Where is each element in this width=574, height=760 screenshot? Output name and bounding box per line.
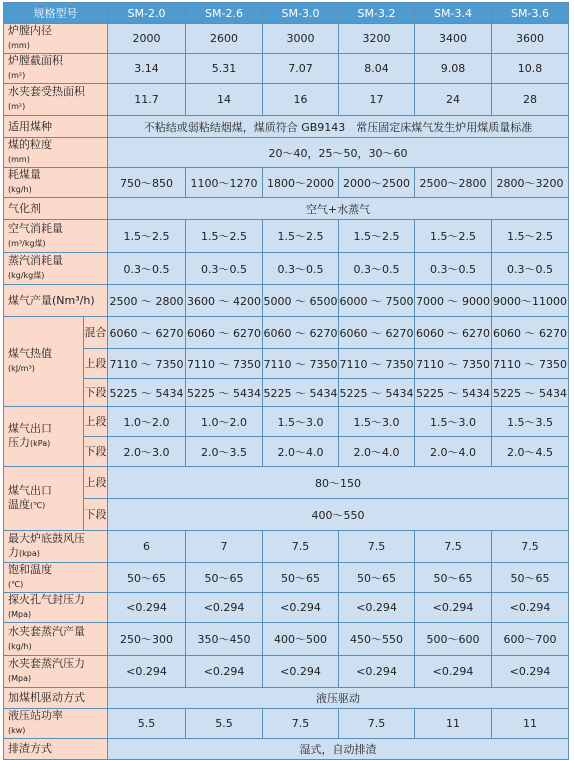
header-model-4: SM-3.2 [339, 3, 415, 24]
value-cell: 50～65 [415, 563, 492, 593]
value-cell: 7110 ～ 7350 [492, 349, 569, 379]
value-cell: 0.3～0.5 [339, 253, 415, 285]
value-cell: 1.5～3.0 [339, 407, 415, 437]
row-label-heat_value [4, 317, 84, 407]
value-cell: 3000 [263, 24, 339, 54]
value-cell: 10.8 [492, 54, 569, 84]
value-cell: 24 [415, 84, 492, 116]
row-label-text: 煤气出口 [8, 484, 52, 497]
row-label-hydraulic_power [4, 709, 108, 739]
row-unit: (kJ/m³) [8, 364, 35, 373]
value-cell: <0.294 [492, 656, 569, 688]
row-label-text: 煤气产量(Nm³/h) [8, 293, 95, 307]
value-cell: 2600 [186, 24, 263, 54]
value-cell: 7110 ～ 7350 [339, 349, 415, 379]
header-model-3: SM-3.0 [263, 3, 339, 24]
table-row [4, 317, 569, 349]
row-label-text: 水夹套受热面积 [8, 85, 85, 98]
value-cell: 2800～3200 [492, 168, 569, 198]
row-label-blast_pressure [4, 531, 108, 563]
row-label-diameter [4, 24, 108, 54]
row-label-text: 液压站功率 [8, 709, 63, 722]
value-cell: 6060 ～ 6270 [339, 317, 415, 349]
value-cell: 5000 ～ 6500 [263, 285, 339, 317]
value-cell: 1.5～2.5 [415, 220, 492, 253]
value-cell: <0.294 [108, 656, 186, 688]
table-row [4, 220, 569, 253]
table-row [4, 116, 569, 138]
value-cell: 2500～2800 [415, 168, 492, 198]
value-cell: 14 [186, 84, 263, 116]
table-row [4, 168, 569, 198]
value-cell: <0.294 [415, 593, 492, 623]
value-cell: 50～65 [108, 563, 186, 593]
value-cell: 7110 ～ 7350 [263, 349, 339, 379]
value-cell: 5225 ～ 5434 [415, 379, 492, 407]
value-cell: 2.0～3.0 [108, 437, 186, 467]
value-cell: 250～300 [108, 623, 186, 656]
table-row [4, 285, 569, 317]
row-label-outlet_pressure [4, 407, 84, 467]
table-row [4, 198, 569, 220]
row-unit: (kpa) [19, 549, 40, 558]
row-label-coal_size [4, 138, 108, 168]
value-cell: 2.0～4.0 [263, 437, 339, 467]
row-unit: (kg/h) [8, 641, 32, 651]
value-cell: 3.14 [108, 54, 186, 84]
value-cell: 1.5～2.5 [108, 220, 186, 253]
value-cell: 1800～2000 [263, 168, 339, 198]
row-label-text: 空气消耗量 [8, 221, 63, 235]
value-cell: 7.5 [263, 709, 339, 739]
merged-value-cell: 液压驱动 [108, 688, 569, 709]
table-row [4, 349, 569, 379]
row-label-outlet_temp [4, 467, 84, 531]
row-label-text: 煤的粒度 [8, 138, 52, 151]
value-cell: 1.0～2.0 [108, 407, 186, 437]
header-model-5: SM-3.4 [415, 3, 492, 24]
value-cell: 2.0～4.0 [415, 437, 492, 467]
row-label-coal_consumption [4, 168, 108, 198]
value-cell: 6000 ～ 7500 [339, 285, 415, 317]
header-model-2: SM-2.6 [186, 3, 263, 24]
value-cell: 8.04 [339, 54, 415, 84]
table-row [4, 138, 569, 168]
value-cell: 7.5 [492, 531, 569, 563]
row-unit: (kPa) [30, 439, 51, 448]
table-row [4, 623, 569, 656]
table-row [4, 253, 569, 285]
value-cell: 450～550 [339, 623, 415, 656]
value-cell: <0.294 [263, 593, 339, 623]
value-cell: 16 [263, 84, 339, 116]
value-cell: 3600 ～ 4200 [186, 285, 263, 317]
value-cell: 11 [415, 709, 492, 739]
row-label-slag [4, 739, 108, 760]
row-label-text: 耗煤量 [8, 168, 41, 181]
row-unit: (m³/kg煤) [8, 238, 46, 248]
row-label-text-2: 压力 [8, 436, 30, 449]
value-cell: <0.294 [492, 593, 569, 623]
value-cell: 7.5 [339, 709, 415, 739]
value-cell: 5.5 [108, 709, 186, 739]
value-cell: 2.0～3.5 [186, 437, 263, 467]
table-row [4, 709, 569, 739]
table-row [4, 563, 569, 593]
value-cell: 7.5 [415, 531, 492, 563]
merged-value-cell: 20～40，25～50，30～60 [108, 138, 569, 168]
table-row [4, 467, 569, 499]
value-cell: 2000～2500 [339, 168, 415, 198]
table-row [4, 84, 569, 116]
row-label-text: 饱和温度 [8, 563, 52, 576]
value-cell: 5225 ～ 5434 [492, 379, 569, 407]
table-row [4, 24, 569, 54]
value-cell: 2.0～4.5 [492, 437, 569, 467]
value-cell: 7.07 [263, 54, 339, 84]
row-label-jacket_steam [4, 623, 108, 656]
value-cell: 5.31 [186, 54, 263, 84]
row-unit: (℃) [30, 501, 46, 510]
value-cell: 2000 [108, 24, 186, 54]
value-cell: 7000 ～ 9000 [415, 285, 492, 317]
sub-label: 下段 [84, 499, 108, 531]
value-cell: 2.0～4.0 [339, 437, 415, 467]
row-label-text: 气化剂 [8, 201, 41, 215]
value-cell: <0.294 [415, 656, 492, 688]
value-cell: 7110 ～ 7350 [415, 349, 492, 379]
value-cell: 5225 ～ 5434 [186, 379, 263, 407]
value-cell: 17 [339, 84, 415, 116]
value-cell: 0.3～0.5 [492, 253, 569, 285]
value-cell: 2500 ～ 2800 [108, 285, 186, 317]
row-unit: (Mpa) [8, 610, 32, 619]
row-label-text: 煤气热值 [8, 347, 52, 360]
value-cell: <0.294 [339, 593, 415, 623]
row-unit: (℃) [8, 580, 24, 589]
merged-value-cell: 不粘结或弱粘结烟煤，煤质符合 GB9143 常压固定床煤气发生炉用煤质量标准 [108, 116, 569, 138]
row-label-text: 水夹套蒸汽产量 [8, 624, 85, 638]
value-cell: 6060 ～ 6270 [186, 317, 263, 349]
value-cell: 7.5 [339, 531, 415, 563]
row-label-sat_temp [4, 563, 108, 593]
merged-value-cell: 湿式，自动排渣 [108, 739, 569, 760]
value-cell: 1.5～3.0 [415, 407, 492, 437]
row-label-text: 煤气出口 [8, 422, 52, 435]
value-cell: 50～65 [263, 563, 339, 593]
value-cell: <0.294 [263, 656, 339, 688]
merged-value-cell: 空气+水蒸气 [108, 198, 569, 220]
value-cell: 1.5～2.5 [492, 220, 569, 253]
table-row [4, 407, 569, 437]
row-unit: (Mpa) [8, 674, 32, 683]
value-cell: 6060 ～ 6270 [415, 317, 492, 349]
row-label-text: 探火孔气封压力 [8, 593, 85, 606]
value-cell: 6060 ～ 6270 [263, 317, 339, 349]
value-cell: <0.294 [186, 593, 263, 623]
table-row [4, 54, 569, 84]
row-label-text: 炉膛截面积 [8, 54, 63, 67]
value-cell: 1.5～2.5 [263, 220, 339, 253]
table-row [4, 531, 569, 563]
value-cell: 7 [186, 531, 263, 563]
value-cell: 1.0～2.0 [186, 407, 263, 437]
value-cell: 3600 [492, 24, 569, 54]
sub-label: 下段 [84, 437, 108, 467]
table-row [4, 593, 569, 623]
sub-label: 下段 [84, 379, 108, 407]
table-row [4, 739, 569, 760]
row-label-text-2: 温度 [8, 498, 30, 511]
row-label-air_consumption [4, 220, 108, 253]
header-model-1: SM-2.0 [108, 3, 186, 24]
value-cell: 0.3～0.5 [186, 253, 263, 285]
value-cell: 11.7 [108, 84, 186, 116]
value-cell: 0.3～0.5 [108, 253, 186, 285]
row-label-text: 适用煤种 [8, 119, 52, 133]
header-model-6: SM-3.6 [492, 3, 569, 24]
row-label-gas_output [4, 285, 108, 317]
row-label-text: 水夹套蒸汽压力 [8, 657, 85, 670]
value-cell: 5.5 [186, 709, 263, 739]
sub-label: 上段 [84, 349, 108, 379]
row-unit: (mm) [8, 155, 30, 164]
table-row [4, 688, 569, 709]
value-cell: <0.294 [186, 656, 263, 688]
value-cell: 0.3～0.5 [415, 253, 492, 285]
value-cell: <0.294 [108, 593, 186, 623]
value-cell: 3200 [339, 24, 415, 54]
row-unit: (mm) [8, 41, 30, 50]
value-cell: <0.294 [339, 656, 415, 688]
merged-value-cell: 80～150 [108, 467, 569, 499]
row-unit: (kg/kg煤) [8, 271, 45, 280]
table-row [4, 656, 569, 688]
value-cell: 6060 ～ 6270 [492, 317, 569, 349]
row-label-agent [4, 198, 108, 220]
value-cell: 600～700 [492, 623, 569, 656]
row-unit: (kw) [8, 726, 26, 735]
value-cell: 9000～11000 [492, 285, 569, 317]
value-cell: 50～65 [186, 563, 263, 593]
value-cell: 1100～1270 [186, 168, 263, 198]
value-cell: 6060 ～ 6270 [108, 317, 186, 349]
value-cell: 1.5～3.0 [263, 407, 339, 437]
row-label-coal_type [4, 116, 108, 138]
row-unit: (kg/h) [8, 185, 32, 194]
row-label-seal_pressure [4, 593, 108, 623]
row-label-text: 加煤机驱动方式 [8, 691, 85, 704]
value-cell: 5225 ～ 5434 [108, 379, 186, 407]
row-unit: (m²) [8, 71, 26, 80]
row-label-text: 排渣方式 [8, 742, 52, 755]
sub-label: 上段 [84, 407, 108, 437]
header-spec-label: 规格型号 [4, 3, 108, 24]
row-label-text-2: 力 [8, 546, 19, 559]
value-cell: 3400 [415, 24, 492, 54]
value-cell: 350～450 [186, 623, 263, 656]
value-cell: 6 [108, 531, 186, 563]
value-cell: 7.5 [263, 531, 339, 563]
table-row [4, 3, 569, 24]
table-row [4, 379, 569, 407]
value-cell: 400～500 [263, 623, 339, 656]
value-cell: 750～850 [108, 168, 186, 198]
spec-table-container [3, 2, 568, 760]
merged-value-cell: 400～550 [108, 499, 569, 531]
value-cell: 50～65 [339, 563, 415, 593]
value-cell: 50～65 [492, 563, 569, 593]
value-cell: 1.5～2.5 [186, 220, 263, 253]
row-label-steam_consumption [4, 253, 108, 285]
sub-label: 上段 [84, 467, 108, 499]
row-label-jacket_pressure [4, 656, 108, 688]
value-cell: 0.3～0.5 [263, 253, 339, 285]
row-label-feeder_drive [4, 688, 108, 709]
row-label-text: 最大炉底鼓风压 [8, 532, 85, 545]
table-row [4, 437, 569, 467]
value-cell: 1.5～2.5 [339, 220, 415, 253]
row-label-text: 炉膛内径 [8, 24, 52, 37]
row-unit: (m²) [8, 102, 26, 111]
row-label-area [4, 54, 108, 84]
value-cell: 5225 ～ 5434 [263, 379, 339, 407]
value-cell: 1.5～3.5 [492, 407, 569, 437]
value-cell: 500～600 [415, 623, 492, 656]
value-cell: 28 [492, 84, 569, 116]
value-cell: 7110 ～ 7350 [108, 349, 186, 379]
value-cell: 5225 ～ 5434 [339, 379, 415, 407]
value-cell: 9.08 [415, 54, 492, 84]
spec-table [3, 2, 569, 760]
value-cell: 7110 ～ 7350 [186, 349, 263, 379]
row-label-jacket_area [4, 84, 108, 116]
value-cell: 11 [492, 709, 569, 739]
table-row [4, 499, 569, 531]
sub-label: 混合 [84, 317, 108, 349]
row-label-text: 蒸汽消耗量 [8, 254, 63, 267]
